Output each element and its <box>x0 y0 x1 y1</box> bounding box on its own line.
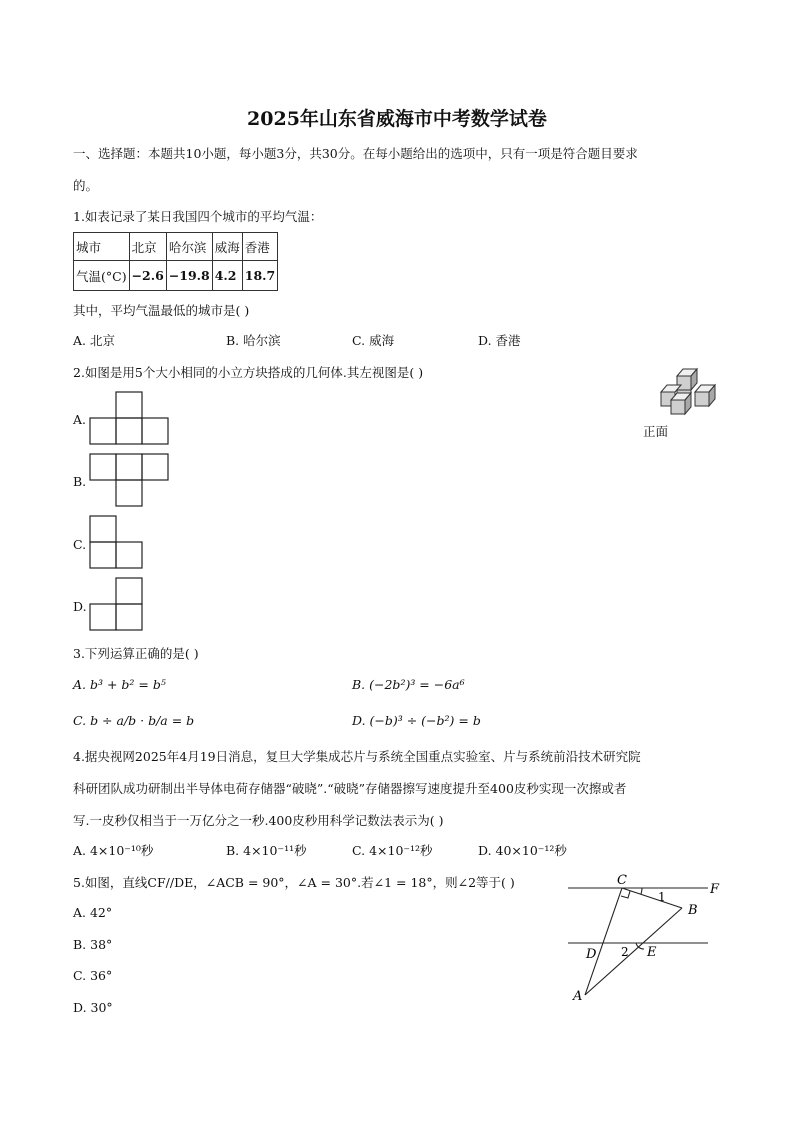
q4-option-b: B. 4×10⁻¹¹秒 <box>226 843 307 858</box>
table-cell: 香港 <box>242 233 277 261</box>
section-instructions-line1: 一、选择题：本题共10小题，每小题3分，共30分。在每小题给出的选项中，只有一项是符合题目要求 <box>73 146 638 161</box>
table-row <box>74 261 278 291</box>
q3-option-a: A. b³ + b² = b⁵ <box>73 677 166 692</box>
point-c-label: C <box>617 873 627 888</box>
option-c-view-figure <box>90 514 146 570</box>
option-b-view-figure <box>90 452 170 508</box>
table-cell: 城市 <box>74 233 130 261</box>
q2-option-c-label: C. <box>73 537 87 552</box>
cube-stack-figure <box>655 364 725 422</box>
q2-option-a-label: A. <box>73 412 87 427</box>
point-f-label: F <box>710 882 720 897</box>
q3-option-b: B. (−2b²)³ = −6a⁶ <box>352 677 465 692</box>
table-cell: 哈尔滨 <box>166 233 212 261</box>
option-d-view-figure <box>90 576 146 632</box>
q5-option-d: D. 30° <box>73 1000 113 1015</box>
figure-front-label: 正面 <box>643 424 669 439</box>
q4-option-d: D. 40×10⁻¹²秒 <box>478 843 567 858</box>
q4-option-c: C. 4×10⁻¹²秒 <box>352 843 433 858</box>
point-e-label: E <box>647 945 657 960</box>
q1-option-a: A. 北京 <box>73 333 115 348</box>
q1-stem: 1.如表记录了某日我国四个城市的平均气温： <box>73 209 323 224</box>
q4-line1: 4.据央视网2025年4月19日消息，复旦大学集成芯片与系统全国重点实验室、片与系统前沿技术研究院 <box>73 749 641 764</box>
point-d-label: D <box>586 947 597 962</box>
table-cell: 气温(°C) <box>74 261 130 291</box>
section-instructions-line2: 的。 <box>73 178 99 193</box>
q5-option-b: B. 38° <box>73 937 113 952</box>
table-cell: 18.7 <box>242 261 277 291</box>
table-header-row <box>74 233 278 261</box>
table-cell: −2.6 <box>129 261 166 291</box>
q5-stem: 5.如图，直线CF//DE，∠ACB = 90°，∠A = 30°.若∠1 = 18°，则∠2等于( ) <box>73 875 515 890</box>
q5-option-a: A. 42° <box>73 905 113 920</box>
point-a-label: A <box>573 989 583 1004</box>
page-title: 2025年山东省威海市中考数学试卷 <box>247 108 547 130</box>
q1-option-c: C. 威海 <box>352 333 395 348</box>
q4-line3: 写.一皮秒仅相当于一万亿分之一秒.400皮秒用科学记数法表示为( ) <box>73 813 444 828</box>
angle-2-label: 2 <box>621 945 629 959</box>
angle-1-label: 1 <box>658 890 666 904</box>
temperature-table <box>73 232 278 291</box>
table-cell: 4.2 <box>212 261 242 291</box>
option-a-view-figure <box>90 390 170 446</box>
q2-stem: 2.如图是用5个大小相同的小立方块搭成的几何体.其左视图是( ) <box>73 365 424 380</box>
q1-option-b: B. 哈尔滨 <box>226 333 281 348</box>
table-cell: 威海 <box>212 233 242 261</box>
point-b-label: B <box>688 903 698 918</box>
q3-stem: 3.下列运算正确的是( ) <box>73 646 199 661</box>
q2-option-b-label: B. <box>73 474 87 489</box>
q4-line2: 科研团队成功研制出半导体电荷存储器“破晓”.“破晓”存储器擦写速度提升至400皮秒实现一次擦或者 <box>73 781 627 796</box>
q1-question: 其中，平均气温最低的城市是( ) <box>73 303 250 318</box>
q3-option-d: D. (−b)³ ÷ (−b²) = b <box>352 713 481 728</box>
parallel-lines-figure <box>560 870 730 1010</box>
table-cell: 北京 <box>129 233 166 261</box>
q1-option-d: D. 香港 <box>478 333 521 348</box>
q5-option-c: C. 36° <box>73 968 113 983</box>
q3-option-c: C. b ÷ a/b · b/a = b <box>73 713 195 728</box>
q2-option-d-label: D. <box>73 599 87 614</box>
q4-option-a: A. 4×10⁻¹⁰秒 <box>73 843 154 858</box>
table-cell: −19.8 <box>166 261 212 291</box>
